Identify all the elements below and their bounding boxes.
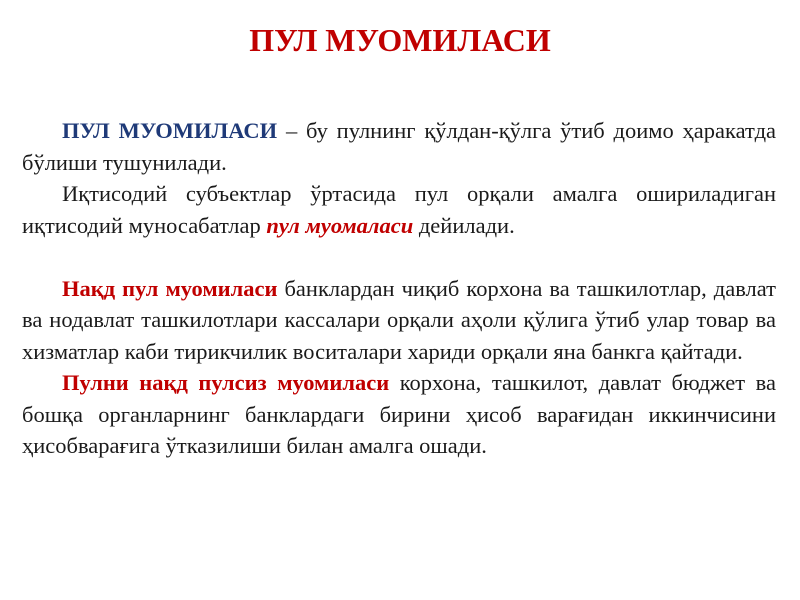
slide-body (22, 115, 776, 462)
paragraph-economic-relations-end: дейилади. (413, 212, 515, 238)
term-money-circulation: ПУЛ МУОМИЛАСИ (62, 118, 278, 143)
paragraph-cash-circulation-text: банклардан чиқиб корхона ва ташкилотлар, давлат ва нодавлат ташкилотлари кассалари орқали аҳоли қўлига ўтиб улар товар ва хизматлар каби тирикчилик воситалари хариди орқали яна банкга қайтади. (22, 275, 777, 364)
term-money-circulation-italic: пул муомаласи (266, 212, 414, 238)
paragraph-noncash-circulation-text: корхона, ташкилот, давлат бюджет ва бошқа органларнинг банклардаги бирини ҳисоб варағидан иккинчисини ҳисобварағига ўтказилиши билан амалга ошади. (22, 370, 776, 458)
slide-title: ПУЛ МУОМИЛАСИ (249, 22, 551, 58)
term-noncash-circulation: Пулни нақд пулсиз муомиласи (62, 370, 390, 395)
paragraph-cash-circulation (22, 273, 776, 368)
paragraph-definition-text: – бу пулнинг қўлдан-қўлга ўтиб доимо ҳаракатда бўлиши тушунилади. (22, 118, 776, 175)
paragraph-noncash-circulation (22, 367, 776, 462)
paragraph-definition (22, 115, 776, 178)
paragraph-economic-relations (22, 178, 776, 241)
paragraph-economic-relations-text: Иқтисодий субъектлар ўртасида пул орқали амалга ошириладиган иқтисодий муносабатлар (22, 181, 776, 238)
term-cash-circulation: Нақд пул муомиласи (62, 275, 278, 301)
paragraph-spacer (22, 241, 776, 273)
